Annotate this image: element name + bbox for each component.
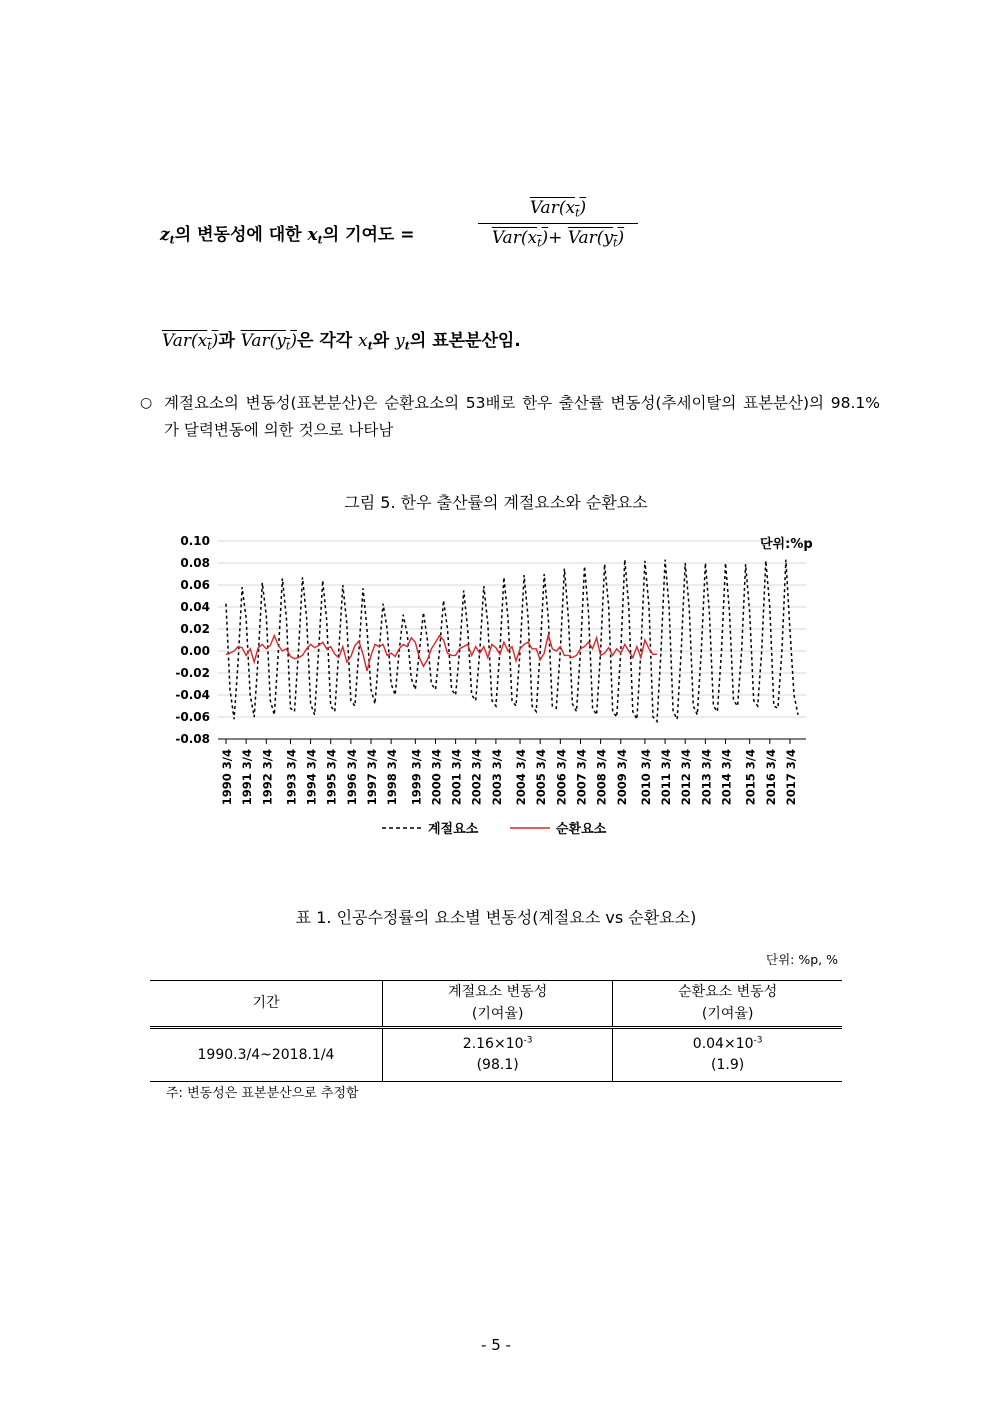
bullet-circle-icon: ○: [140, 395, 153, 411]
table-unit: 단위: %p, %: [766, 952, 838, 967]
cell-seasonal: $2.16\times 10^{-3}$ (98.1): [383, 1028, 613, 1082]
chart-lines: [226, 560, 798, 722]
y-tick-label: 0.08: [180, 556, 210, 570]
x-tick-label: 2010 3/4: [638, 749, 653, 806]
note-end: 의 표본분산임.: [409, 331, 521, 351]
note-x: x: [358, 331, 368, 351]
cell-cyclical: $0.04\times 10^{-3}$ (1.9): [613, 1028, 842, 1082]
y-tick-labels: [175, 534, 210, 746]
formula-denominator: $Var(x_t)+ Var(y_t)$: [491, 228, 625, 250]
x-tick-label: 2006 3/4: [554, 749, 569, 806]
x-tick-label: 2011 3/4: [659, 749, 674, 806]
y-tick-label: -0.04: [175, 688, 210, 702]
note-y: y: [395, 331, 405, 351]
y-tick-label: 0.00: [180, 644, 210, 658]
var-label: Var: [567, 228, 597, 249]
x-tick-label: 2013 3/4: [699, 749, 714, 806]
formula-z: z: [160, 225, 170, 245]
den-plus: +: [548, 228, 563, 249]
bullet-paragraph: [140, 390, 880, 444]
seasonal-cyclical-chart: [170, 528, 830, 848]
x-tick-label: 1994 3/4: [304, 749, 319, 806]
note-y-sub: t: [404, 339, 410, 353]
den-var1: x: [527, 228, 538, 249]
y-tick-label: 0.10: [180, 534, 210, 548]
figure-title: 그림 5. 한우 출산률의 계절요소와 순환요소: [344, 493, 648, 512]
page-number: - 5 -: [481, 1336, 511, 1354]
note-x-sub: t: [367, 339, 373, 353]
y-tick-label: -0.02: [175, 666, 210, 680]
formula-numerator: $Var(x_t)$: [529, 198, 587, 220]
legend-seasonal-label: 계절요소: [428, 822, 479, 837]
x-tick-label: 1992 3/4: [260, 749, 275, 806]
table-row: [150, 1028, 842, 1082]
note-wa: 와: [372, 331, 396, 351]
formula-x: x: [307, 225, 318, 245]
x-tick-label: 2012 3/4: [679, 749, 694, 806]
formula-text2: 의 기여도 =: [322, 225, 415, 245]
note-each: 은 각각: [296, 331, 359, 351]
formula-note: [162, 326, 521, 352]
num-sub: t: [575, 206, 580, 220]
x-tick-labels: [220, 739, 798, 805]
cyclical-series-line: [226, 635, 657, 671]
formula-fraction: [478, 198, 638, 250]
x-tick-label: 2003 3/4: [489, 749, 504, 806]
header-period: 기간: [150, 981, 383, 1028]
x-tick-label: 2004 3/4: [514, 749, 529, 806]
y-tick-label: -0.06: [175, 710, 210, 724]
x-tick-label: 1997 3/4: [365, 749, 380, 806]
seasonal-series-line: [226, 560, 798, 722]
table-title: 표 1. 인공수정률의 요소별 변동성(계절요소 vs 순환요소): [295, 908, 697, 927]
variability-table: [150, 980, 842, 1082]
x-tick-label: 1991 3/4: [240, 749, 255, 806]
x-tick-label: 2005 3/4: [534, 749, 549, 806]
x-tick-label: 2017 3/4: [783, 749, 798, 806]
x-tick-label: 2014 3/4: [719, 749, 734, 806]
x-tick-label: 1996 3/4: [344, 749, 359, 806]
header-cyclical: 순환요소 변동성 (기여율): [613, 981, 842, 1028]
formula-text1: 의 변동성에 대한: [174, 225, 308, 245]
formula-z-sub: t: [169, 233, 175, 247]
bullet-text: 계절요소의 변동성(표본분산)은 순환요소의 53배로 한우 출산률 변동성(추세이탈의 표본분산)의 98.1%가 달력변동에 의한 것으로 나타남: [164, 394, 880, 440]
den-sub1: t: [537, 236, 542, 250]
x-tick-label: 2016 3/4: [763, 749, 778, 806]
formula-lhs: [160, 220, 415, 246]
table-footnote: 주: 변동성은 표본분산으로 추정함: [166, 1086, 359, 1101]
den-var2: y: [603, 228, 614, 249]
x-tick-label: 2001 3/4: [449, 749, 464, 806]
x-tick-label: 1998 3/4: [385, 749, 400, 806]
var-label: Var: [491, 228, 521, 249]
y-tick-label: 0.04: [180, 600, 210, 614]
table-header-row: [150, 981, 842, 1028]
x-tick-label: 2015 3/4: [743, 749, 758, 806]
formula-x-sub: t: [317, 233, 323, 247]
x-tick-label: 1999 3/4: [409, 749, 424, 806]
x-tick-label: 2008 3/4: [594, 749, 609, 806]
x-tick-label: 1993 3/4: [284, 749, 299, 806]
x-tick-label: 1990 3/4: [220, 749, 234, 806]
note-and: 과: [218, 331, 241, 351]
legend-cyclical-label: 순환요소: [556, 822, 607, 837]
num-var: x: [565, 198, 576, 218]
note-var-y: $Var(y_t)$: [240, 331, 297, 353]
chart-legend: [382, 821, 607, 837]
y-tick-label: 0.02: [180, 622, 210, 636]
x-tick-label: 2000 3/4: [429, 749, 444, 806]
cell-period: 1990.3/4~2018.1/4: [150, 1028, 383, 1082]
var-label: Var: [529, 198, 559, 218]
contribution-formula: [160, 198, 720, 268]
note-var-x: $Var(x_t)$: [162, 331, 219, 353]
x-tick-label: 1995 3/4: [324, 749, 339, 806]
y-tick-label: -0.08: [175, 732, 210, 746]
x-tick-label: 2002 3/4: [469, 749, 484, 806]
x-tick-label: 2007 3/4: [574, 749, 589, 806]
x-tick-label: 2009 3/4: [614, 749, 629, 806]
header-seasonal: 계절요소 변동성 (기여율): [383, 981, 613, 1028]
den-sub2: t: [613, 236, 618, 250]
chart-unit-label: 단위:%p: [760, 537, 813, 552]
y-tick-label: 0.06: [180, 578, 210, 592]
